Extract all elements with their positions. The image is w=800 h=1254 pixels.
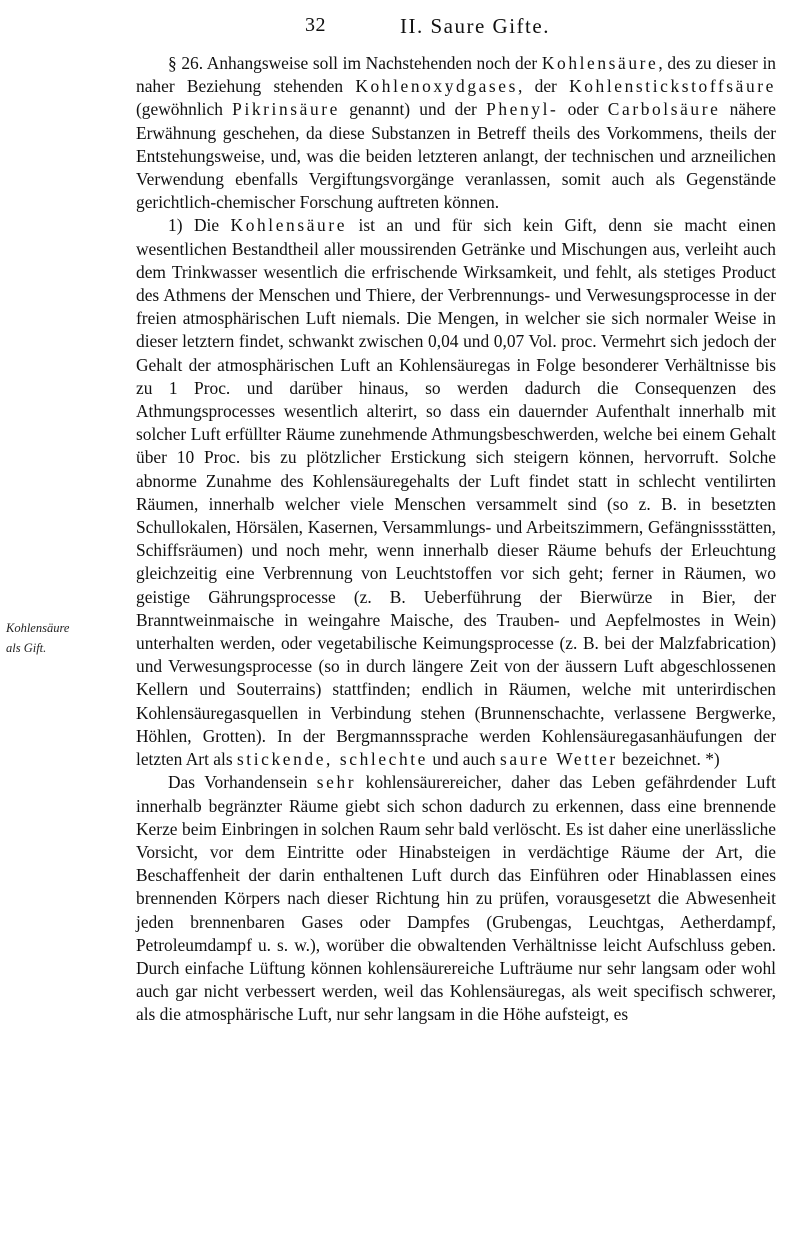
text-run: nähere Erwähnung geschehen, da diese Substanzen in Betreff theils des Vorkommens, theils der Entstehungsweise, und, was die beiden letzteren anlangt, der technischen und arzneilichen Verwendung ebenfalls Vergiftungsvorgänge veranlassen, somit auch als Gegenstände gerichtlich-chemischer Forschung auftreten können. [136,99,777,213]
text-run: 1) Die [168,215,231,236]
spaced-term: Carbolsäure [607,99,721,120]
spaced-term: Kohlenoxydgases [355,76,518,97]
spaced-term: saure Wetter [499,749,618,770]
spaced-term: Pikrinsäure [232,99,340,120]
spaced-term: sehr [316,772,357,793]
paragraph-vorhandensein [136,771,776,1026]
text-run: , der [518,76,570,97]
text-run: bezeichnet. *) [617,749,720,770]
text-run: kohlensäurereicher, daher das Leben gefährdender Luft innerhalb begränzter Räume giebt sich schon dadurch zu erkennen, dass eine brennende Kerze beim Einbringen in solchen Raum sehr bald verlöscht. Es ist daher eine unerlässliche Vorsicht, vor dem Eintritte oder Hinabsteigen in verdächtige Räume der Art, die Beschaffenheit der darin enthaltenen Luft durch das Einführen oder Hinablassen eines brennenden Körpers nach dieser Richtung hin zu prüfen, vorausgesetzt die Abwesenheit jeden brennenbaren Gases oder Dampfes (Grubengas, Leuchtgas, Aetherdampf, Petroleumdampf u. s. w.), worüber die obwaltenden Verhältnisse leicht Aufschluss geben. Durch einfache Lüftung können kohlensäurereiche Lufträume nur sehr langsam oder wohl auch gar nicht verbessert werden, weil das Kohlensäuregas, als weit specifisch schwerer, als die atmosphärische Luft, nur sehr langsam in die Höhe aufsteigt, es [136,772,776,1025]
text-run: oder [558,99,608,120]
margin-note-line: als Gift. [6,641,47,655]
spaced-term: Kohlensäure [541,53,659,73]
text-run: (gewöhnlich [136,99,233,120]
spaced-term: Kohlensäure [230,215,348,236]
margin-note [6,618,70,658]
page-header [0,14,800,42]
paragraph-kohlensaeure [136,214,776,771]
spaced-term: Phenyl- [486,99,559,120]
spaced-term: Kohlenstickstoffsäure [569,76,776,97]
page-number: 32 [305,14,326,36]
text-run: § 26. Anhangsweise soll im Nachstehenden noch der [168,53,542,73]
paragraph-section-26 [136,52,776,214]
text-run: ist an und für sich kein Gift, denn sie macht einen wesentlichen Bestandtheil aller moussirenden Getränke und Mischungen aus, verleiht auch dem Trinkwasser wesentlich die erfrischende Wirksamkeit, und fehlt, als stetiges Product des Athmens der Menschen und Thiere, der Verbrennungs- und Verwesungsprocesse in der freien atmosphärischen Luft niemals. Die Mengen, in welcher sie sich normaler Weise in dieser letztern findet, schwankt zwischen 0,04 und 0,07 Vol. proc. Vermehrt sich jedoch der Gehalt der atmosphärischen Luft an Kohlensäuregas in Folge besonderer Verhältnisse bis zu 1 Proc. und darüber hinaus, so werden dadurch die Consequenzen des Athmungsprocesses wesentlich alterirt, so dass ein dauernder Aufenthalt innerhalb mit solcher Luft erfüllter Räume zunehmende Athmungsbeschwerden, welche bei einem Gehalt über 10 Proc. bis zu plötzlicher Erstickung sich steigern können, hervorruft. Solche abnorme Zunahme des Kohlensäuregehalts der Luft findet statt in schlecht ventilirten Räumen, innerhalb welcher viele Menschen versammelt sind (so z. B. in besetzten Schullokalen, Hörsälen, Kasernen, Versammlungs- und Arbeitszimmern, Gefängnissstätten, Schiffsräumen) und noch mehr, wenn innerhalb dieser Räume behufs der Erleuchtung gleichzeitig eine Verbrennung von Leuchtstoffen vor sich geht; ferner in Räumen, wo geistige Gährungsprocesse (z. B. Ueberführung der Bierwürze in Bier, der Branntweinmaische in weingahre Maische, des Trauben- und Aepfelmostes in Wein) unterhalten werden, oder vegetabilische Keimungsprocesse (z. B. bei der Malzfabrication) und Verwesungsprocesse (so in durch längere Zeit von der äussern Luft abgeschlossenen Kellern und Souterrains) stattfinden; endlich in Räumen, welche mit unterirdischen Kohlensäuregasquellen in Verbindung stehen (Brunnenschachte, verlassene Bergwerke, Höhlen, Grotten). In der Bergmannssprache werden Kohlensäuregasanhäufungen der letzten Art als [136,215,777,770]
text-run: Das Vorhandensein [168,772,317,793]
text-run: genannt) und der [339,99,487,120]
text-run: und auch [428,749,500,770]
text-run: , des zu dieser in naher Beziehung stehenden [136,53,776,97]
margin-note-line: Kohlensäure [6,621,70,635]
body-text [136,52,776,1027]
spaced-term: stickende, schlechte [236,749,429,770]
running-title: II. Saure Gifte. [400,14,550,38]
